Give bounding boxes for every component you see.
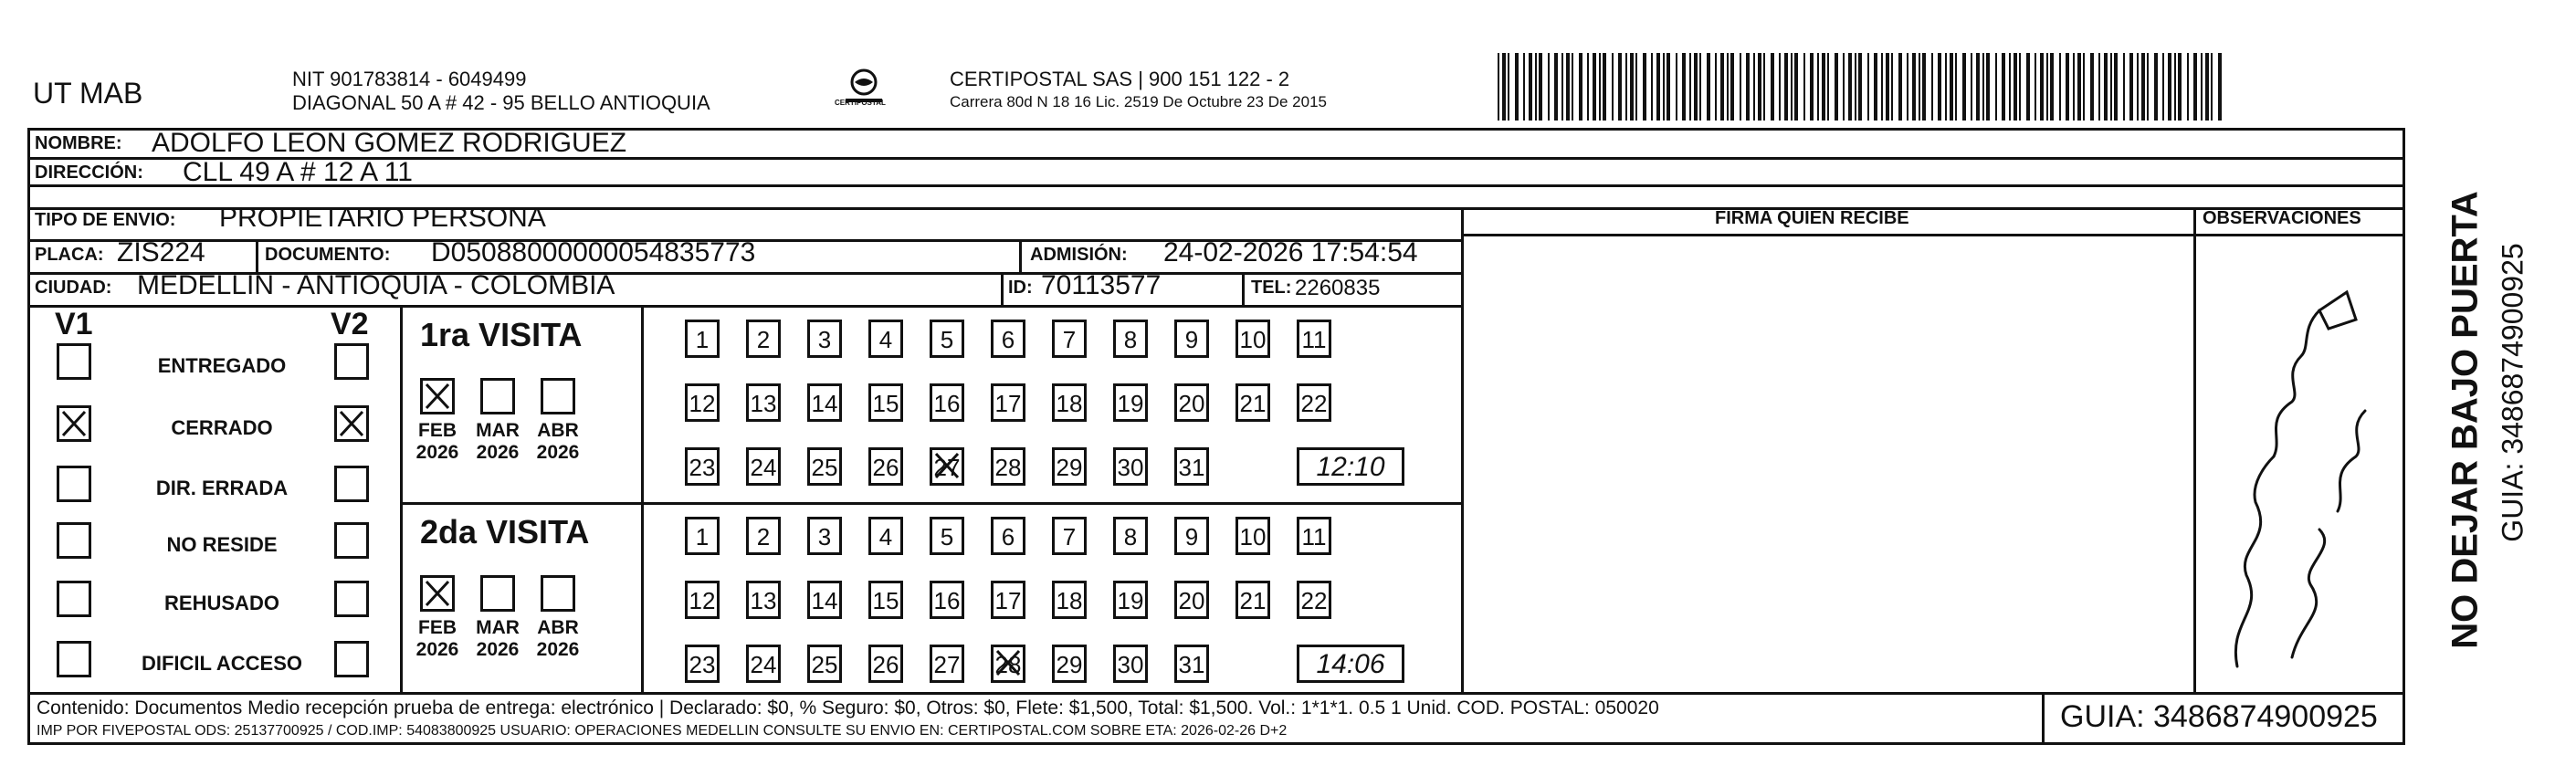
admision-value: 24-02-2026 17:54:54 <box>1163 237 1418 267</box>
placa-label: PLACA: <box>35 245 104 265</box>
day-box[interactable]: 31 <box>1174 645 1209 683</box>
barcode-bar <box>2002 53 2005 121</box>
day-box[interactable]: 27 <box>930 645 964 683</box>
barcode-bar <box>2123 53 2125 121</box>
day-box[interactable]: 8 <box>1113 517 1148 555</box>
barcode-bar <box>2141 53 2145 121</box>
month-checkbox[interactable] <box>420 378 455 414</box>
day-box[interactable]: 12 <box>685 383 720 422</box>
day-box[interactable]: 23 <box>685 447 720 486</box>
barcode-bar <box>2073 53 2075 121</box>
barcode-bar <box>1971 53 1972 121</box>
status-reason-label: DIR. ERRADA <box>155 477 289 499</box>
barcode-bar <box>1779 53 1781 121</box>
barcode-bar <box>1822 53 1825 121</box>
v2-checkbox-6[interactable] <box>334 641 369 677</box>
documento-label: DOCUMENTO: <box>265 245 391 265</box>
barcode-bar <box>1995 53 1997 121</box>
day-box[interactable]: 11 <box>1297 320 1331 358</box>
barcode-bar <box>2218 53 2222 121</box>
month-checkbox[interactable] <box>420 575 455 612</box>
direccion-value: CLL 49 A # 12 A 11 <box>183 157 413 187</box>
documento-value: D05088000000054835773 <box>431 237 756 267</box>
barcode-bar <box>1579 53 1582 121</box>
day-box[interactable]: 10 <box>1235 320 1270 358</box>
barcode-bar <box>2168 53 2171 121</box>
admision-label: ADMISIÓN: <box>1030 245 1128 265</box>
day-box[interactable]: 7 <box>1052 320 1087 358</box>
day-box[interactable]: 4 <box>868 320 903 358</box>
barcode-bar <box>1848 53 1852 121</box>
visit-title: 2da VISITA <box>420 513 590 551</box>
tel-value: 2260835 <box>1295 276 1381 300</box>
v1-checkbox-2[interactable] <box>57 405 91 442</box>
barcode-bar <box>1881 53 1883 121</box>
v1-checkbox-1[interactable] <box>57 343 91 380</box>
status-reason-label: DIFICIL ACCESO <box>141 652 302 675</box>
barcode-bar <box>2035 53 2036 121</box>
barcode-bar <box>1794 53 1798 121</box>
barcode-bar <box>1676 53 1677 121</box>
v1-checkbox-4[interactable] <box>57 522 91 559</box>
footer-guia: GUIA: 3486874900925 <box>2060 699 2378 734</box>
day-box[interactable]: 30 <box>1113 447 1148 486</box>
certipostal-info: CERTIPOSTAL SAS | 900 151 122 - 2 <box>950 68 1290 90</box>
barcode-bar <box>1603 53 1606 121</box>
barcode-bar <box>1498 53 1499 121</box>
barcode-bar <box>1753 53 1755 121</box>
visit-time-box[interactable]: 12:10 <box>1297 447 1404 486</box>
placa-value: ZIS224 <box>117 237 205 267</box>
barcode-bar <box>1667 53 1670 121</box>
barcode-bar <box>1515 53 1519 121</box>
month-label: ABR 2026 <box>536 617 580 660</box>
month-label: ABR 2026 <box>536 420 580 463</box>
day-box[interactable]: 26 <box>868 447 903 486</box>
day-box[interactable]: 24 <box>746 447 781 486</box>
day-box[interactable]: 21 <box>1235 581 1270 619</box>
day-box[interactable]: 23 <box>685 645 720 683</box>
barcode-bar <box>1950 53 1953 121</box>
barcode-bar <box>1758 53 1761 121</box>
day-box[interactable]: 5 <box>930 320 964 358</box>
month-label: FEB 2026 <box>415 617 459 660</box>
barcode-bar <box>1843 53 1845 121</box>
day-box[interactable]: 4 <box>868 517 903 555</box>
barcode-bar <box>1593 53 1596 121</box>
company-address: DIAGONAL 50 A # 42 - 95 BELLO ANTIOQUIA <box>292 91 710 114</box>
v2-checkbox-3[interactable] <box>334 466 369 502</box>
barcode-bar <box>1771 53 1774 121</box>
barcode-bar <box>1931 53 1933 121</box>
day-box[interactable]: 27 <box>930 447 964 486</box>
barcode-bar <box>1827 53 1829 121</box>
barcode-bar <box>1572 53 1573 121</box>
barcode-bar <box>1535 53 1537 121</box>
barcode-bar <box>1891 53 1893 121</box>
day-box[interactable]: 28 <box>991 447 1025 486</box>
day-box[interactable]: 18 <box>1052 383 1087 422</box>
barcode-bar <box>1986 53 1990 121</box>
barcode-bar <box>1502 53 1506 121</box>
barcode-bar <box>1922 53 1926 121</box>
day-box[interactable]: 3 <box>807 320 842 358</box>
day-box[interactable]: 19 <box>1113 383 1148 422</box>
barcode-bar <box>1803 53 1805 121</box>
day-box[interactable]: 24 <box>746 645 781 683</box>
v1-checkbox-3[interactable] <box>57 466 91 502</box>
status-reason-label: CERRADO <box>171 416 273 439</box>
barcode-bar <box>2114 53 2118 121</box>
month-label: MAR 2026 <box>476 617 520 660</box>
barcode-bar <box>1715 53 1717 121</box>
nombre-label: NOMBRE: <box>35 133 122 153</box>
v2-checkbox-1[interactable] <box>334 343 369 380</box>
barcode-bar <box>1587 53 1589 121</box>
day-box[interactable]: 17 <box>991 383 1025 422</box>
barcode-bar <box>2040 53 2044 121</box>
v1-checkbox-5[interactable] <box>57 581 91 617</box>
barcode-bar <box>1784 53 1788 121</box>
status-reason-label: ENTREGADO <box>157 354 287 377</box>
barcode-bar <box>2009 53 2011 121</box>
barcode-bar <box>1643 53 1646 121</box>
day-box[interactable]: 25 <box>807 447 842 486</box>
day-box[interactable]: 30 <box>1113 645 1148 683</box>
barcode-bar <box>1955 53 1957 121</box>
barcode-bar <box>1810 53 1814 121</box>
day-box[interactable]: 12 <box>685 581 720 619</box>
day-box[interactable]: 19 <box>1113 581 1148 619</box>
barcode-bar <box>2137 53 2139 121</box>
day-box[interactable]: 13 <box>746 383 781 422</box>
day-box[interactable]: 11 <box>1297 517 1331 555</box>
barcode-bar <box>2147 53 2149 121</box>
barcode-bar <box>1945 53 1947 121</box>
barcode-bar <box>1599 53 1601 121</box>
month-checkbox[interactable] <box>480 575 515 612</box>
v2-checkbox-5[interactable] <box>334 581 369 617</box>
barcode-bar <box>2110 53 2112 121</box>
day-box[interactable]: 25 <box>807 645 842 683</box>
barcode-bar <box>2019 53 2021 121</box>
day-box[interactable]: 16 <box>930 383 964 422</box>
observaciones-handwriting <box>2210 274 2392 676</box>
barcode-bar <box>1689 53 1691 121</box>
barcode-bar <box>1635 53 1637 121</box>
barcode-bar <box>2193 53 2197 121</box>
barcode-bar <box>2083 53 2085 121</box>
barcode-bar <box>2211 53 2213 121</box>
barcode-bar <box>2077 53 2081 121</box>
barcode-bar <box>1938 53 1941 121</box>
barcode-bar <box>2026 53 2030 121</box>
footer-print-info: IMP POR FIVEPOSTAL ODS: 25137700925 / COD.IMP: 54083800925 USUARIO: OPERACIONES MEDELLIN CONSULTE SU ENVIO EN: CERTIPOSTAL.COM SOBRE ETA: 2026-02-26 D+2 <box>37 723 1288 739</box>
barcode-bar <box>1523 53 1525 121</box>
license-info: Carrera 80d N 18 16 Lic. 2519 De Octubre 23 De 2015 <box>950 93 1327 110</box>
barcode-bar <box>2154 53 2158 121</box>
tel-label: TEL: <box>1251 278 1292 298</box>
day-box[interactable]: 1 <box>685 517 720 555</box>
tipo-envio-value: PROPIETARIO PERSONA <box>219 203 546 233</box>
ciudad-label: CIUDAD: <box>35 278 112 298</box>
barcode-bar <box>1612 53 1614 121</box>
barcode-bar <box>1561 53 1563 121</box>
guia-vertical: GUIA: 3486874900925 <box>2496 243 2529 542</box>
v2-checkbox-2[interactable] <box>334 405 369 442</box>
ciudad-value: MEDELLIN - ANTIOQUIA - COLOMBIA <box>137 270 615 300</box>
day-box[interactable]: 9 <box>1174 320 1209 358</box>
barcode-bar <box>2178 53 2182 121</box>
barcode-bar <box>1907 53 1908 121</box>
barcode-bar <box>2129 53 2133 121</box>
visit-time-box[interactable]: 14:06 <box>1297 645 1404 683</box>
barcode-bar <box>1912 53 1916 121</box>
day-box[interactable]: 6 <box>991 320 1025 358</box>
month-label: FEB 2026 <box>415 420 459 463</box>
barcode-bar <box>1817 53 1819 121</box>
v2-checkbox-4[interactable] <box>334 522 369 559</box>
barcode-bar <box>1982 53 1984 121</box>
day-box[interactable]: 29 <box>1052 645 1087 683</box>
barcode-bar <box>1682 53 1686 121</box>
day-box[interactable]: 2 <box>746 320 781 358</box>
barcode-bar <box>2187 53 2189 121</box>
month-checkbox[interactable] <box>541 575 575 612</box>
barcode-bar <box>1962 53 1966 121</box>
month-checkbox[interactable] <box>541 378 575 414</box>
barcode-bar <box>1763 53 1765 121</box>
day-box[interactable]: 7 <box>1052 517 1087 555</box>
day-box[interactable]: 22 <box>1297 581 1331 619</box>
day-box[interactable]: 1 <box>685 320 720 358</box>
barcode-bar <box>1835 53 1838 121</box>
day-box[interactable]: 5 <box>930 517 964 555</box>
barcode-bar <box>1855 53 1856 121</box>
barcode-bar <box>1730 53 1734 121</box>
month-label: MAR 2026 <box>476 420 520 463</box>
barcode-bar <box>1867 53 1869 121</box>
day-box[interactable]: 29 <box>1052 447 1087 486</box>
barcode-bar <box>1874 53 1877 121</box>
day-box[interactable]: 10 <box>1235 517 1270 555</box>
day-box[interactable]: 15 <box>868 383 903 422</box>
day-box[interactable]: 14 <box>807 383 842 422</box>
barcode-bar <box>2205 53 2209 121</box>
barcode-bar <box>1656 53 1660 121</box>
barcode-bar <box>2162 53 2164 121</box>
v1-checkbox-6[interactable] <box>57 641 91 677</box>
barcode-bar <box>2104 53 2108 121</box>
day-box[interactable]: 15 <box>868 581 903 619</box>
barcode <box>1498 53 2228 121</box>
id-label: ID: <box>1008 278 1033 298</box>
day-box[interactable]: 9 <box>1174 517 1209 555</box>
barcode-bar <box>1740 53 1741 121</box>
barcode-bar <box>2050 53 2054 121</box>
barcode-bar <box>2059 53 2061 121</box>
barcode-bar <box>1630 53 1634 121</box>
barcode-bar <box>2013 53 2017 121</box>
barcode-bar <box>1694 53 1698 121</box>
barcode-bar <box>2098 53 2100 121</box>
status-reason-label: REHUSADO <box>164 592 279 614</box>
day-box[interactable]: 18 <box>1052 581 1087 619</box>
barcode-bar <box>2066 53 2069 121</box>
barcode-bar <box>1663 53 1665 121</box>
barcode-bar <box>1699 53 1701 121</box>
day-box[interactable]: 2 <box>746 517 781 555</box>
company-name: UT MAB <box>33 77 143 110</box>
day-box[interactable]: 20 <box>1174 383 1209 422</box>
barcode-bar <box>1746 53 1750 121</box>
day-box[interactable]: 20 <box>1174 581 1209 619</box>
barcode-bar <box>1919 53 1920 121</box>
nombre-value: ADOLFO LEON GOMEZ RODRIGUEZ <box>152 128 627 158</box>
day-box[interactable]: 8 <box>1113 320 1148 358</box>
month-checkbox[interactable] <box>480 378 515 414</box>
day-box[interactable]: 31 <box>1174 447 1209 486</box>
tipo-envio-label: TIPO DE ENVIO: <box>35 210 176 230</box>
barcode-bar <box>1791 53 1793 121</box>
barcode-bar <box>1976 53 1980 121</box>
barcode-bar <box>1529 53 1532 121</box>
barcode-bar <box>1898 53 1902 121</box>
day-box[interactable]: 3 <box>807 517 842 555</box>
firma-label: FIRMA QUIEN RECIBE <box>1715 208 1909 228</box>
day-box[interactable]: 28 <box>991 645 1025 683</box>
barcode-bar <box>1727 53 1729 121</box>
barcode-bar <box>1625 53 1627 121</box>
id-value: 70113577 <box>1041 270 1162 300</box>
direccion-label: DIRECCIÓN: <box>35 163 143 183</box>
day-box[interactable]: 17 <box>991 581 1025 619</box>
barcode-bar <box>1618 53 1622 121</box>
no-dejar-bajo-puerta: NO DEJAR BAJO PUERTA <box>2445 191 2486 649</box>
barcode-bar <box>1886 53 1889 121</box>
barcode-bar <box>2090 53 2094 121</box>
visit-title: 1ra VISITA <box>420 316 583 353</box>
barcode-bar <box>1707 53 1710 121</box>
footer-content: Contenido: Documentos Medio recepción prueba de entrega: electrónico | Declarado: $0, % Seguro: $0, Otros: $0, Flete: $1,500, Total: $1,500. Vol.: 1*1*1. 0.5 1 Unid. COD. POSTAL: 050020 <box>37 697 1659 718</box>
logo-caption: CERTIPOSTAL <box>835 99 886 107</box>
barcode-bar <box>1858 53 1862 121</box>
day-box[interactable]: 6 <box>991 517 1025 555</box>
v1-label: V1 <box>55 307 93 341</box>
day-box[interactable]: 21 <box>1235 383 1270 422</box>
barcode-bar <box>1539 53 1542 121</box>
barcode-bar <box>1720 53 1724 121</box>
day-box[interactable]: 22 <box>1297 383 1331 422</box>
nit-line: NIT 901783814 - 6049499 <box>292 68 527 90</box>
barcode-bar <box>1566 53 1570 121</box>
barcode-bar <box>2201 53 2203 121</box>
barcode-bar <box>1508 53 1509 121</box>
barcode-bar <box>1548 53 1550 121</box>
status-reason-label: NO RESIDE <box>166 533 278 556</box>
barcode-bar <box>1554 53 1558 121</box>
day-box[interactable]: 26 <box>868 645 903 683</box>
observaciones-label: OBSERVACIONES <box>2203 208 2361 228</box>
barcode-bar <box>2046 53 2048 121</box>
day-box[interactable]: 14 <box>807 581 842 619</box>
v2-label: V2 <box>331 307 369 341</box>
day-box[interactable]: 13 <box>746 581 781 619</box>
barcode-bar <box>1651 53 1653 121</box>
barcode-bar <box>2174 53 2176 121</box>
day-box[interactable]: 16 <box>930 581 964 619</box>
